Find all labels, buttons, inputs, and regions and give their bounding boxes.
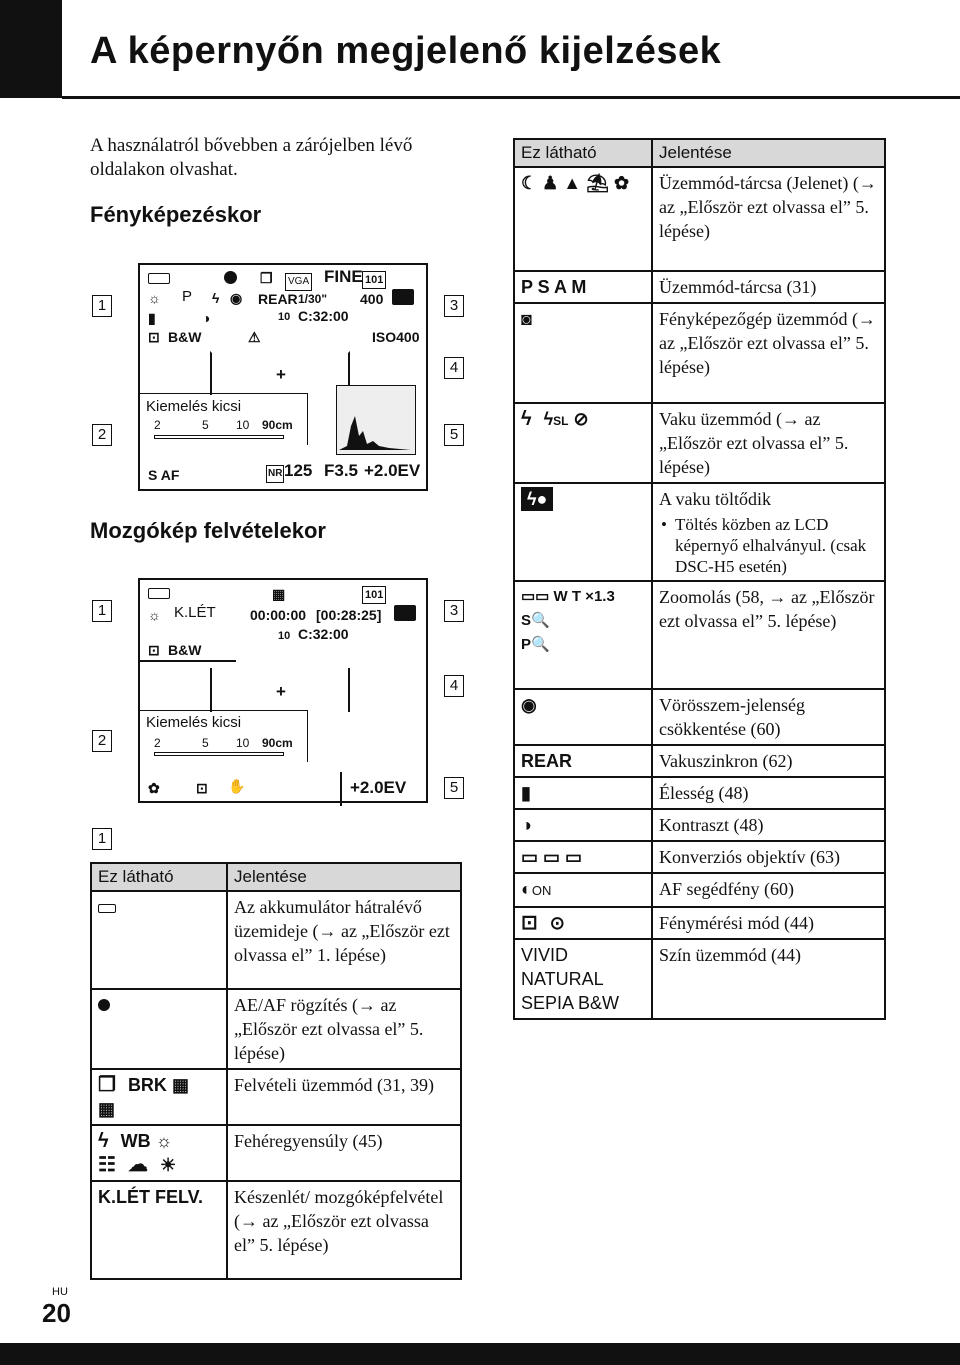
spot-meter-crosshair: + (276, 365, 286, 384)
marker-2: 2 (92, 424, 112, 446)
sharpness-icon: ▮ (521, 783, 531, 803)
camera-mode-icon: ◙ (521, 309, 532, 329)
af-illuminator-icon: ◐ (521, 879, 532, 899)
table-row (514, 689, 885, 745)
row-text (652, 907, 885, 939)
scale-5: 5 (202, 418, 209, 432)
table-row (514, 483, 885, 581)
psam-label: P S A M (514, 271, 652, 303)
section-heading-photo: Fényképezéskor (90, 202, 262, 227)
table-row (514, 581, 885, 689)
row-text (652, 809, 885, 841)
movie-time-label: C:32:00 (298, 626, 349, 642)
page-title: A képernyőn megjelenő kijelzések (90, 30, 722, 72)
center-metering-icon: ⊙ (549, 913, 565, 933)
movie-battery-icon (148, 588, 170, 599)
conversion-lens-icon: ▭ ▭ ▭ (521, 847, 583, 867)
flash-off-icon: ⊘ (573, 409, 589, 429)
table1-marker: 1 (92, 828, 112, 850)
table-row (514, 303, 885, 403)
row-text (652, 581, 885, 689)
movie-highlight-label: Kiemelés kicsi (146, 714, 242, 731)
flash-charging-icon: ϟ● (521, 487, 553, 511)
folder-label: 101 (362, 271, 386, 289)
table-row (91, 1125, 461, 1181)
film-icon: ▦ (98, 1099, 116, 1119)
spot-metering-icon: ⊡ (521, 912, 538, 934)
marker-5: 5 (444, 424, 464, 446)
movie-marker-3: 3 (444, 600, 464, 622)
scale-10: 10 (236, 418, 250, 432)
row-text (652, 841, 885, 873)
time-label: C:32:00 (298, 308, 349, 324)
marker-4: 4 (444, 357, 464, 379)
table-row (91, 1181, 461, 1279)
brk-label: BRK (127, 1075, 167, 1095)
mode-meaning: Felvételi üzemmód (31, 39) (234, 1075, 434, 1095)
table-row (514, 907, 885, 939)
contrast-icon: ◑ (202, 310, 211, 326)
movie-marker-1: 1 (92, 600, 112, 622)
movie-folder-label: 101 (362, 586, 386, 604)
table1-header-meaning: Jelentése (227, 863, 461, 891)
fine-label: FINE (324, 267, 363, 286)
charging-note: • Töltés közben az LCD képernyő elhalványul. (csak DSC-H5 esetén) (659, 514, 878, 577)
flash-meaning: Vaku üzemmód (→ az „Először ezt olvassa el” 5. lépése) (659, 409, 849, 477)
multi-burst-icon: ▦ (171, 1075, 189, 1095)
movie-metering-icon: ⊡ (148, 642, 160, 658)
photo-screen-diagram (138, 263, 428, 491)
bw-label: B&W (168, 329, 202, 345)
rear-label: REAR (258, 291, 298, 307)
chapter-tab (0, 0, 62, 98)
row-text (227, 989, 461, 1069)
zoom-icon: ▭▭ (521, 588, 550, 605)
shutter-label: 1/30" (298, 292, 328, 306)
mode-p-label: P (182, 288, 193, 305)
movie-ev-label: +2.0EV (350, 778, 407, 797)
movie-scale-90cm: 90cm (262, 736, 293, 750)
camera-mode-meaning: Fényképezőgép üzemmód (→ az „Először ezt olvassa el” 5. lépése) (659, 309, 876, 377)
movie-wb-icon: ☼ (148, 607, 161, 623)
battery-meaning: Az akkumulátor hátralévő üzemideje (→ az „Először ezt olvassa el” 1. lépése) (234, 897, 450, 965)
burst-icon: ❐ (98, 1074, 116, 1096)
white-balance-icon: ☼ (155, 1131, 173, 1151)
page-number: 20 (42, 1298, 71, 1328)
movie-screen-diagram (138, 578, 428, 803)
row-text (652, 745, 885, 777)
table-row (514, 777, 885, 809)
row-text (652, 777, 885, 809)
contrast-meaning: Kontraszt (48) (659, 815, 764, 835)
movie-ev-divider (340, 772, 342, 806)
movie-marker-4: 4 (444, 675, 464, 697)
movie-divider (140, 660, 236, 662)
rear-meaning: Vakuszinkron (62) (659, 751, 793, 771)
film-icon: ▦ (272, 586, 286, 602)
row-text (227, 1181, 461, 1279)
white-balance-icon: ☼ (148, 290, 161, 306)
indicator-table-1 (90, 862, 462, 1280)
movie-crosshair: + (276, 682, 286, 701)
language-code: HU (52, 1286, 68, 1298)
movie-spot-icon: ⊡ (196, 780, 208, 796)
flash-wb-icon: ϟ (98, 1130, 109, 1152)
fluorescent-icon: ☷ (98, 1154, 116, 1176)
table-row (91, 989, 461, 1069)
row-text (227, 1069, 461, 1125)
self-timer-label: 10 (278, 311, 291, 323)
nr-icon: NR (266, 465, 284, 483)
memory-icon (392, 289, 414, 305)
movie-memory-icon (394, 605, 416, 621)
standby-indicator: K.LÉT FELV. (91, 1181, 227, 1279)
zoom-label: W T ×1.3 (553, 588, 615, 605)
sharpness-icon: ▮ (148, 310, 156, 326)
slow-sync-label (544, 409, 569, 429)
table-row (514, 873, 885, 907)
movie-self-timer-label: 10 (278, 630, 291, 642)
indicator-table-2 (513, 138, 886, 1020)
table-row (91, 1069, 461, 1125)
steady-shot-off-icon: ✋ (228, 778, 246, 794)
scale-90cm: 90cm (262, 418, 293, 432)
footer-bar (0, 1343, 960, 1365)
movie-marker-2: 2 (92, 730, 112, 752)
count-label: 400 (360, 291, 384, 307)
ae-af-lock-icon (98, 999, 110, 1011)
table-row (514, 271, 885, 303)
highlight-label: Kiemelés kicsi (146, 398, 242, 415)
focus-bar (154, 435, 284, 439)
vga-label: VGA (285, 273, 312, 291)
table-row (514, 167, 885, 271)
charging-meaning: A vaku töltődik (659, 489, 771, 509)
conversion-meaning: Konverziós objektív (63) (659, 847, 840, 867)
red-eye-meaning: Vörösszem-jelenség csökkentése (60) (659, 695, 805, 739)
histogram (336, 385, 416, 455)
row-text (652, 303, 885, 403)
standby-label: K.LÉT (174, 604, 216, 621)
aperture-label: F3.5 (324, 461, 359, 480)
movie-focus-bar (154, 752, 284, 756)
row-text (652, 271, 885, 303)
burst-icon: ❐ (260, 270, 273, 286)
iso-label: ISO400 (372, 329, 420, 345)
scale-2: 2 (154, 418, 161, 432)
psam-meaning: Üzemmód-tárcsa (31) (659, 277, 817, 297)
row-text (652, 403, 885, 483)
zoom-meaning: Zoomolás (58, → az „Először ezt olvassa el” 5. lépése) (659, 587, 875, 631)
flash-icon: ϟ (212, 290, 220, 306)
daylight-icon: ☀ (159, 1155, 177, 1175)
warning-icon: ⚠ (248, 329, 261, 345)
metering-meaning: Fénymérési mód (44) (659, 913, 814, 933)
color-mode-meaning: Szín üzemmód (44) (659, 945, 801, 965)
histogram-graph (337, 386, 413, 452)
table2-header-indicator: Ez látható (514, 139, 652, 167)
intro-text: A használatról bővebben a zárójelben lévő oldalakon olvashat. (90, 135, 413, 180)
standby-meaning: Készenlét/ mozgóképfelvétel (→ az „Először ezt olvassa el” 5. lépése) (234, 1187, 444, 1255)
macro-icon: ✿ (148, 780, 160, 796)
table-row (514, 809, 885, 841)
row-text (227, 1125, 461, 1181)
red-eye-icon: ◉ (521, 695, 537, 715)
movie-bw-label: B&W (168, 642, 202, 658)
precision-zoom-icon: P🔍 (521, 636, 550, 653)
sl-label: SL (553, 414, 569, 428)
wb-label: WB (120, 1131, 151, 1151)
battery-icon (98, 904, 116, 913)
section-heading-movie: Mozgókép felvételekor (90, 518, 326, 543)
movie-scale-2: 2 (154, 736, 161, 750)
table-row (514, 745, 885, 777)
flash-icon: ϟ (521, 408, 532, 430)
contrast-icon: ◑ (521, 815, 532, 835)
movie-scale-5: 5 (202, 736, 209, 750)
table2-header-meaning: Jelentése (652, 139, 885, 167)
table-row (514, 939, 885, 1019)
marker-3: 3 (444, 295, 464, 317)
battery-icon (148, 273, 170, 284)
ae-af-meaning: AE/AF rögzítés (→ az „Először ezt olvassa el” 5. lépése) (234, 995, 424, 1063)
table-row (91, 891, 461, 989)
nr-speed-label: 125 (284, 461, 313, 480)
smart-zoom-icon: S🔍 (521, 612, 550, 629)
ae-lock-icon (224, 271, 237, 284)
ev-label: +2.0EV (364, 461, 421, 480)
row-text (227, 891, 461, 989)
scene-icon: ☾ ♟ ▲ ⛱ ✿ (521, 173, 630, 193)
scene-meaning: Üzemmód-tárcsa (Jelenet) (→ az „Először ezt olvassa el” 5. lépése) (659, 173, 877, 241)
row-text (652, 689, 885, 745)
sharpness-meaning: Élesség (48) (659, 783, 749, 803)
table1-header-indicator: Ez látható (91, 863, 227, 891)
title-underline (62, 96, 960, 99)
row-text (652, 167, 885, 271)
on-label: ON (531, 883, 552, 898)
s-af-label: S AF (148, 467, 180, 483)
table-row (514, 841, 885, 873)
wb-meaning: Fehéregyensúly (45) (234, 1131, 383, 1151)
remaining-label: [00:28:25] (316, 607, 382, 623)
metering-icon: ⊡ (148, 329, 160, 345)
red-eye-icon: ◉ (230, 290, 243, 306)
row-text (652, 873, 885, 907)
movie-marker-5: 5 (444, 777, 464, 799)
row-text (652, 483, 885, 581)
af-meaning: AF segédfény (60) (659, 879, 794, 899)
marker-1: 1 (92, 295, 112, 317)
slow-sync-flash-icon: ϟ (543, 409, 554, 429)
cloudy-icon: ☁ (127, 1154, 148, 1176)
color-mode-label: VIVID NATURAL SEPIA B&W (514, 939, 652, 1019)
elapsed-label: 00:00:00 (250, 607, 307, 623)
row-text (652, 939, 885, 1019)
rear-label: REAR (514, 745, 652, 777)
table-row (514, 403, 885, 483)
movie-scale-10: 10 (236, 736, 250, 750)
